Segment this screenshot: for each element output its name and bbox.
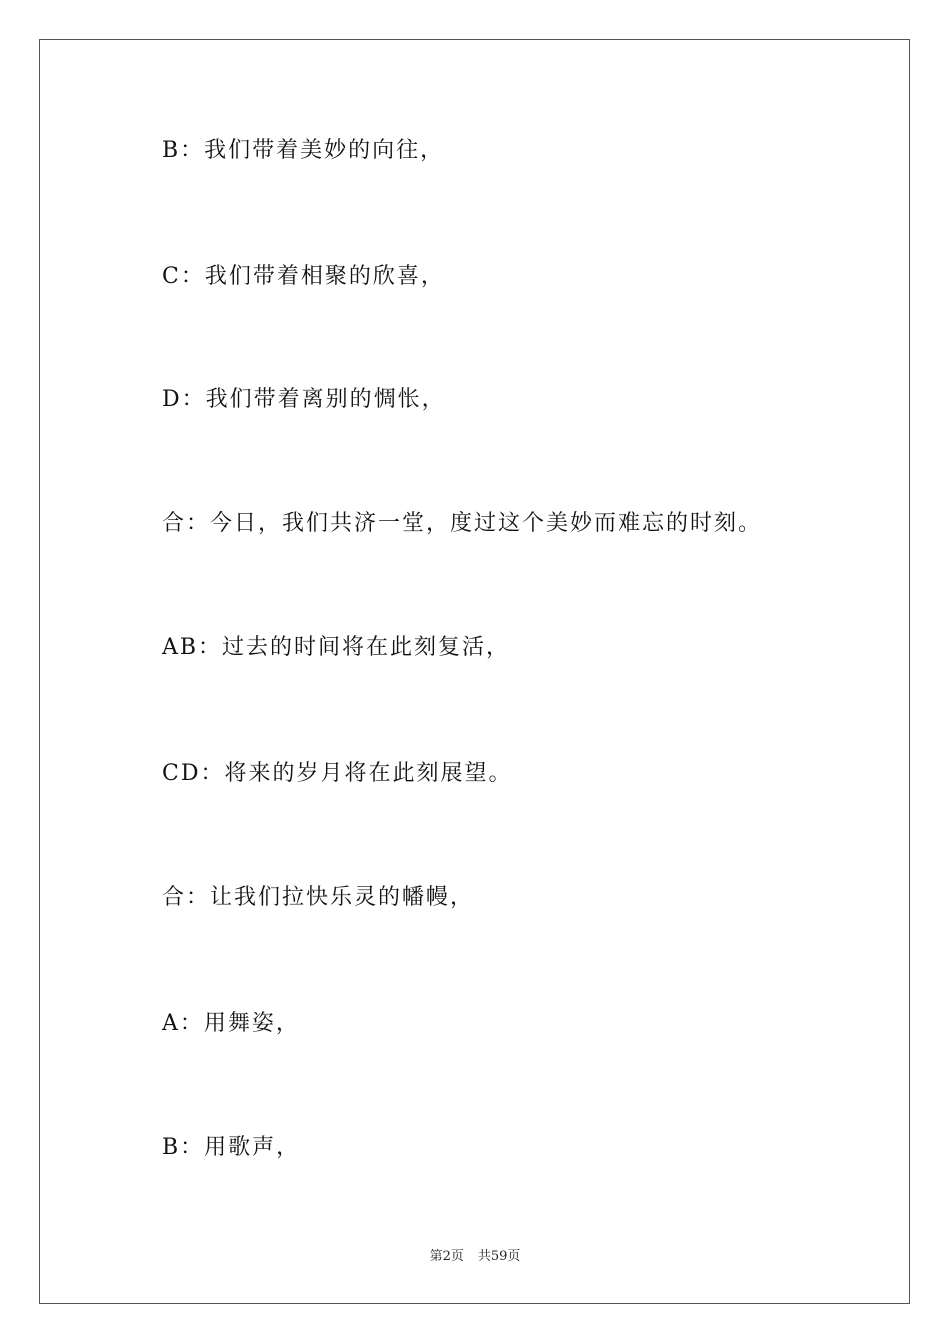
text-line-5: AB：过去的时间将在此刻复活，: [162, 635, 511, 660]
text-line-9: B：用歌声，: [162, 1135, 301, 1160]
text-line-8: A：用舞姿，: [162, 1011, 300, 1036]
text-line-4: 合：今日，我们共济一堂，度过这个美妙而难忘的时刻。: [162, 511, 763, 536]
total-pages: 共59页: [477, 1249, 521, 1264]
text-line-6: CD：将来的岁月将在此刻展望。: [162, 761, 513, 786]
text-line-3: D：我们带着离别的惆怅，: [162, 387, 446, 412]
text-line-7: 合：让我们拉快乐灵的幡幔，: [162, 885, 475, 910]
page-footer: [0, 1248, 950, 1266]
page-number: 第2页: [429, 1249, 464, 1264]
text-line-2: C：我们带着相聚的欣喜，: [162, 264, 445, 289]
page-border: [39, 39, 910, 1304]
text-line-1: B：我们带着美妙的向往，: [162, 138, 445, 163]
